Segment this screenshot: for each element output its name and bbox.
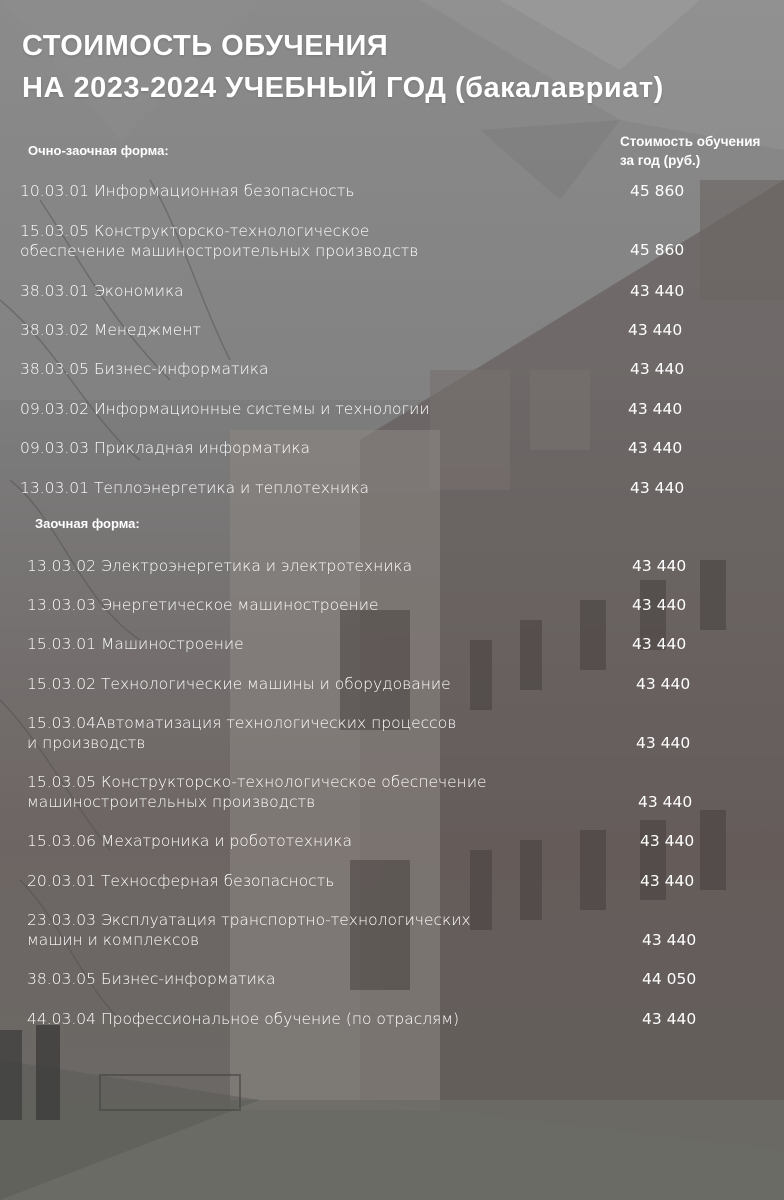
program-name: 20.03.01 Техносферная безопасность	[27, 872, 335, 890]
program-price: 43 440	[630, 360, 685, 378]
program-price: 44 050	[642, 970, 697, 988]
column-header-line-1: Стоимость обучения	[620, 134, 761, 149]
program-price: 43 440	[640, 872, 695, 890]
page-title-line-2: НА 2023-2024 УЧЕБНЫЙ ГОД (бакалавриат)	[22, 72, 664, 104]
program-name: 38.03.01 Экономика	[20, 282, 184, 300]
program-price: 43 440	[642, 931, 697, 949]
program-name: 44.03.04 Профессиональное обучение (по отраслям)	[27, 1010, 460, 1028]
section-heading-part-time: Очно-заочная форма:	[28, 143, 169, 158]
program-name: 38.03.05 Бизнес-информатика	[27, 970, 276, 988]
program-name: 13.03.03 Энергетическое машиностроение	[27, 596, 379, 614]
page-title-line-1: СТОИМОСТЬ ОБУЧЕНИЯ	[22, 30, 389, 62]
program-name: 15.03.05 Конструкторско-технологическое	[20, 222, 370, 240]
program-price: 43 440	[628, 321, 683, 339]
program-name: 13.03.01 Теплоэнергетика и теплотехника	[20, 479, 369, 497]
program-price: 43 440	[630, 282, 685, 300]
program-name: 38.03.02 Менеджмент	[20, 321, 201, 339]
program-price: 43 440	[632, 635, 687, 653]
program-name: 15.03.05 Конструкторско-технологическое обеспечение	[27, 773, 487, 791]
program-name-continued: обеспечение машиностроительных производств	[20, 242, 419, 260]
program-price: 43 440	[632, 557, 687, 575]
program-price: 43 440	[638, 793, 693, 811]
program-name: 23.03.03 Эксплуатация транспортно-технологических	[27, 911, 471, 929]
column-header-line-2: за год (руб.)	[620, 153, 701, 168]
program-price: 43 440	[636, 675, 691, 693]
program-price: 43 440	[640, 832, 695, 850]
program-price: 45 860	[630, 182, 685, 200]
program-name: 15.03.02 Технологические машины и оборудование	[27, 675, 451, 693]
program-price: 43 440	[630, 479, 685, 497]
program-name: 15.03.06 Мехатроника и робототехника	[27, 832, 353, 850]
program-name: 38.03.05 Бизнес-информатика	[20, 360, 269, 378]
program-name: 13.03.02 Электроэнергетика и электротехника	[27, 557, 413, 575]
program-price: 43 440	[632, 596, 687, 614]
program-price: 43 440	[628, 400, 683, 418]
program-name: 09.03.02 Информационные системы и технологии	[20, 400, 430, 418]
program-price: 43 440	[636, 734, 691, 752]
column-header-price	[620, 132, 770, 170]
program-price: 43 440	[642, 1010, 697, 1028]
program-name-continued: машиностроительных производств	[27, 793, 316, 811]
program-price: 43 440	[628, 439, 683, 457]
program-name: 10.03.01 Информационная безопасность	[20, 182, 355, 200]
program-name: 15.03.01 Машиностроение	[27, 635, 244, 653]
program-price: 45 860	[630, 241, 685, 259]
program-name: 15.03.04Автоматизация технологических процессов	[27, 714, 457, 732]
section-heading-correspondence: Заочная форма:	[35, 516, 140, 531]
program-name-continued: и производств	[27, 734, 146, 752]
program-name: 09.03.03 Прикладная информатика	[20, 439, 311, 457]
program-name-continued: машин и комплексов	[27, 931, 200, 949]
